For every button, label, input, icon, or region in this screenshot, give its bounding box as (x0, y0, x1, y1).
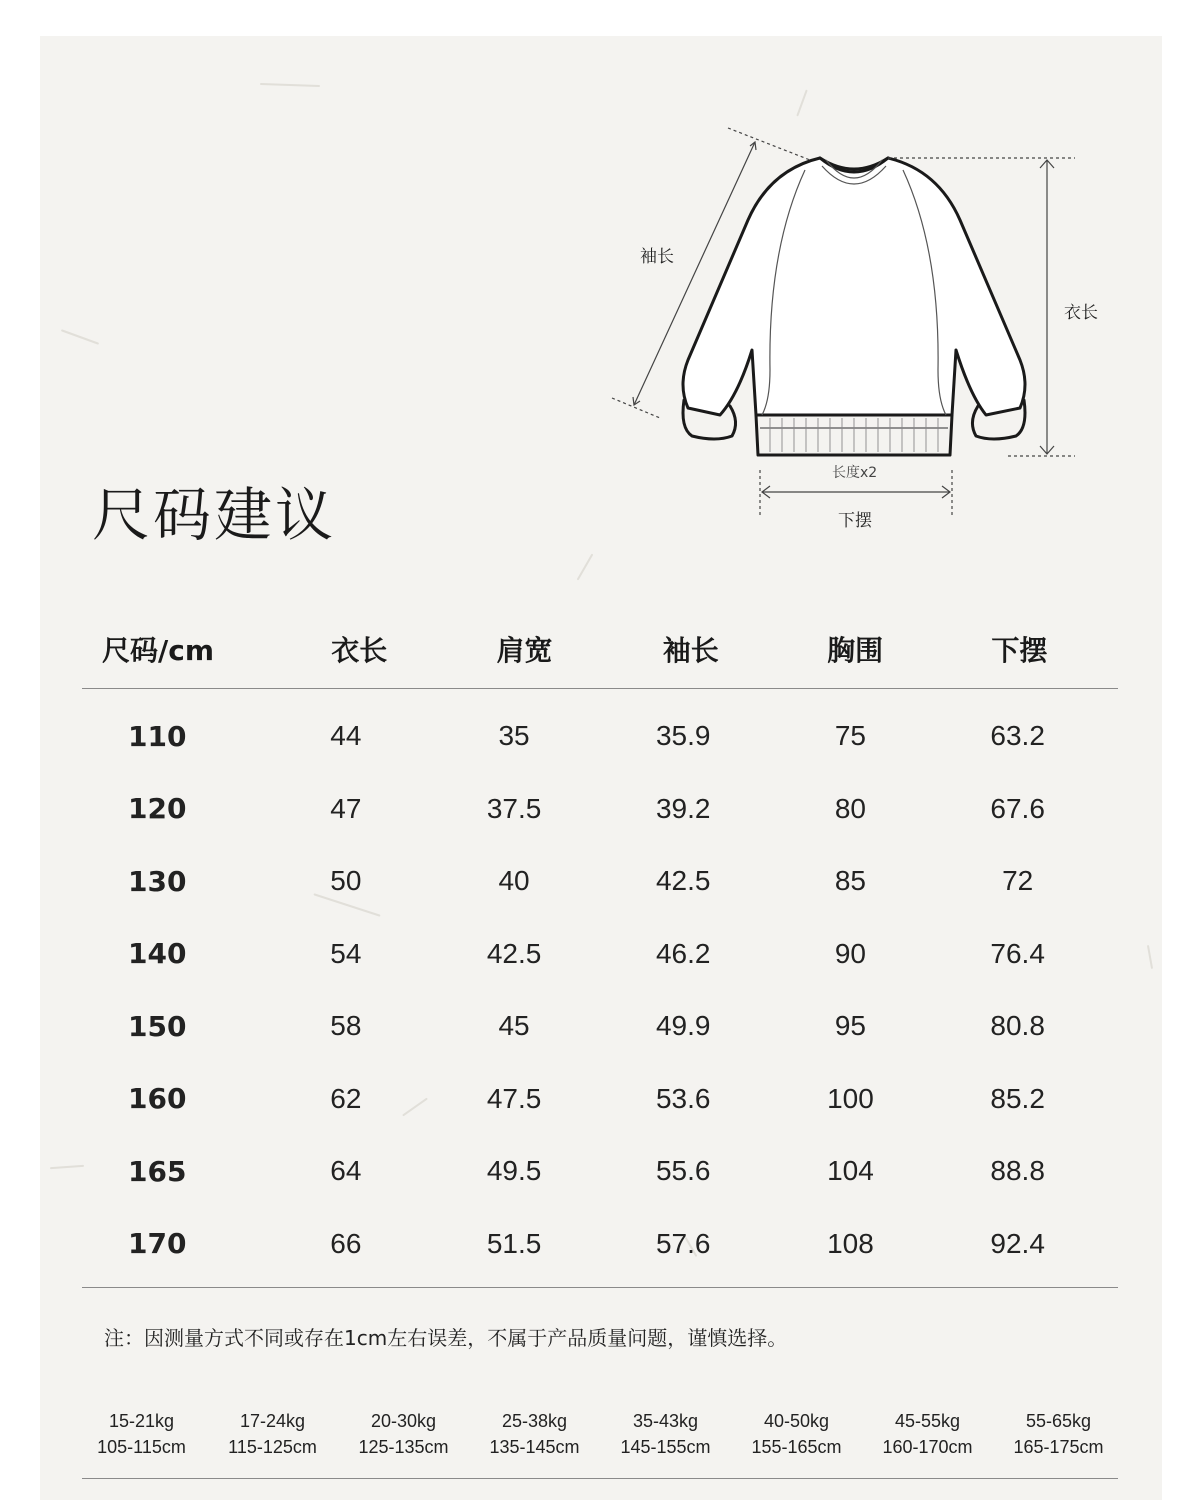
hem-cell: 85.2 (990, 1082, 1045, 1114)
table-row (82, 1208, 1118, 1281)
weight-range: 25-38kg (501, 1411, 568, 1431)
hem-cell: 67.6 (990, 792, 1045, 824)
chest-cell: 95 (834, 1010, 867, 1042)
body-length-cell: 44 (330, 720, 362, 752)
height-range: 105-115cm (97, 1437, 186, 1457)
header-hem: 下摆 (991, 634, 1048, 667)
size-cell: 165 (128, 1154, 187, 1188)
body-length-cell: 62 (330, 1082, 362, 1114)
page-title: 尺码建议 (92, 481, 337, 549)
table-row (82, 1135, 1118, 1208)
weight-height-item (862, 1408, 993, 1460)
sleeve-length-label: 袖长 (640, 247, 674, 267)
table-header-row (82, 610, 1118, 689)
body-length-cell: 50 (330, 865, 362, 897)
shoulder-width-cell: 35 (498, 720, 530, 752)
weight-height-item (338, 1408, 469, 1460)
height-range: 165-175cm (1013, 1437, 1104, 1457)
table-row (82, 990, 1118, 1063)
height-range: 135-145cm (489, 1437, 580, 1457)
size-cell: 160 (128, 1082, 187, 1116)
height-range: 155-165cm (751, 1437, 842, 1457)
chest-cell: 75 (834, 720, 867, 752)
hem-width-note: 长度x2 (832, 465, 878, 481)
weight-height-item (731, 1408, 862, 1460)
size-cell: 120 (128, 792, 187, 826)
chest-cell: 108 (827, 1227, 874, 1259)
bottom-divider (82, 1478, 1118, 1479)
chest-cell: 80 (834, 792, 867, 824)
size-cell: 150 (128, 1009, 187, 1043)
weight-height-item (469, 1408, 600, 1460)
body-length-cell: 54 (330, 937, 362, 969)
shoulder-width-cell: 42.5 (486, 937, 542, 969)
weight-range: 45-55kg (894, 1411, 961, 1431)
size-table (82, 610, 1118, 1288)
table-row (82, 918, 1118, 991)
size-cell: 170 (128, 1227, 187, 1261)
header-body-length: 衣长 (331, 634, 388, 667)
shoulder-width-cell: 51.5 (486, 1227, 542, 1259)
hem-cell: 72 (1002, 865, 1034, 897)
weight-range: 17-24kg (239, 1411, 306, 1431)
shoulder-width-cell: 40 (498, 865, 530, 897)
chest-cell: 104 (827, 1155, 874, 1187)
table-row (82, 773, 1118, 846)
weight-height-item (207, 1408, 338, 1460)
sweatshirt-illustration (600, 110, 1120, 550)
weight-range: 40-50kg (763, 1411, 830, 1431)
hem-cell: 80.8 (990, 1010, 1045, 1042)
body-length-cell: 66 (330, 1227, 362, 1259)
shoulder-width-cell: 37.5 (486, 792, 542, 824)
sleeve-length-cell: 46.2 (655, 937, 711, 969)
height-range: 125-135cm (358, 1437, 449, 1457)
hem-label: 下摆 (838, 511, 872, 531)
weight-height-item (993, 1408, 1124, 1460)
height-range: 115-125cm (228, 1437, 317, 1457)
header-size: 尺码/cm (102, 634, 215, 667)
weight-range: 15-21kg (108, 1411, 175, 1431)
body-length-cell: 47 (330, 792, 362, 824)
weight-range: 35-43kg (632, 1411, 699, 1431)
table-body (82, 689, 1118, 1288)
size-cell: 110 (128, 719, 187, 753)
header-shoulder-width: 肩宽 (496, 634, 553, 667)
chest-cell: 100 (827, 1082, 874, 1114)
sleeve-length-cell: 35.9 (655, 720, 711, 752)
hem-cell: 63.2 (990, 720, 1045, 752)
size-cell: 130 (128, 864, 187, 898)
hem-cell: 88.8 (990, 1155, 1045, 1187)
table-row (82, 700, 1118, 773)
sleeve-length-cell: 39.2 (655, 792, 711, 824)
chest-cell: 85 (834, 865, 867, 897)
size-cell: 140 (128, 937, 187, 971)
table-row (82, 845, 1118, 918)
shoulder-width-cell: 49.5 (486, 1155, 542, 1187)
sweatshirt-diagram (600, 110, 1120, 550)
body-length-cell: 64 (330, 1155, 362, 1187)
weight-range: 20-30kg (370, 1411, 437, 1431)
hem-cell: 92.4 (990, 1227, 1045, 1259)
weight-height-item (600, 1408, 731, 1460)
sleeve-length-cell: 42.5 (655, 865, 711, 897)
chest-cell: 90 (834, 937, 867, 969)
weight-height-item (76, 1408, 207, 1460)
body-length-cell: 58 (330, 1010, 362, 1042)
table-row (82, 1063, 1118, 1136)
hem-cell: 76.4 (990, 937, 1045, 969)
sleeve-length-cell: 55.6 (655, 1155, 711, 1187)
measurement-note: 注：因测量方式不同或存在1cm左右误差，不属于产品质量问题，谨慎选择。 (104, 1326, 788, 1350)
height-range: 145-155cm (620, 1437, 711, 1457)
header-sleeve-length: 袖长 (662, 634, 719, 667)
body-length-label: 衣长 (1064, 303, 1098, 323)
shoulder-width-cell: 45 (498, 1010, 530, 1042)
weight-height-guide (76, 1408, 1124, 1460)
header-chest: 胸围 (827, 634, 884, 667)
weight-range: 55-65kg (1025, 1411, 1092, 1431)
sleeve-length-cell: 57.6 (655, 1227, 711, 1259)
shoulder-width-cell: 47.5 (486, 1082, 542, 1114)
sleeve-length-cell: 49.9 (655, 1010, 711, 1042)
sleeve-length-cell: 53.6 (655, 1082, 711, 1114)
height-range: 160-170cm (882, 1437, 973, 1457)
